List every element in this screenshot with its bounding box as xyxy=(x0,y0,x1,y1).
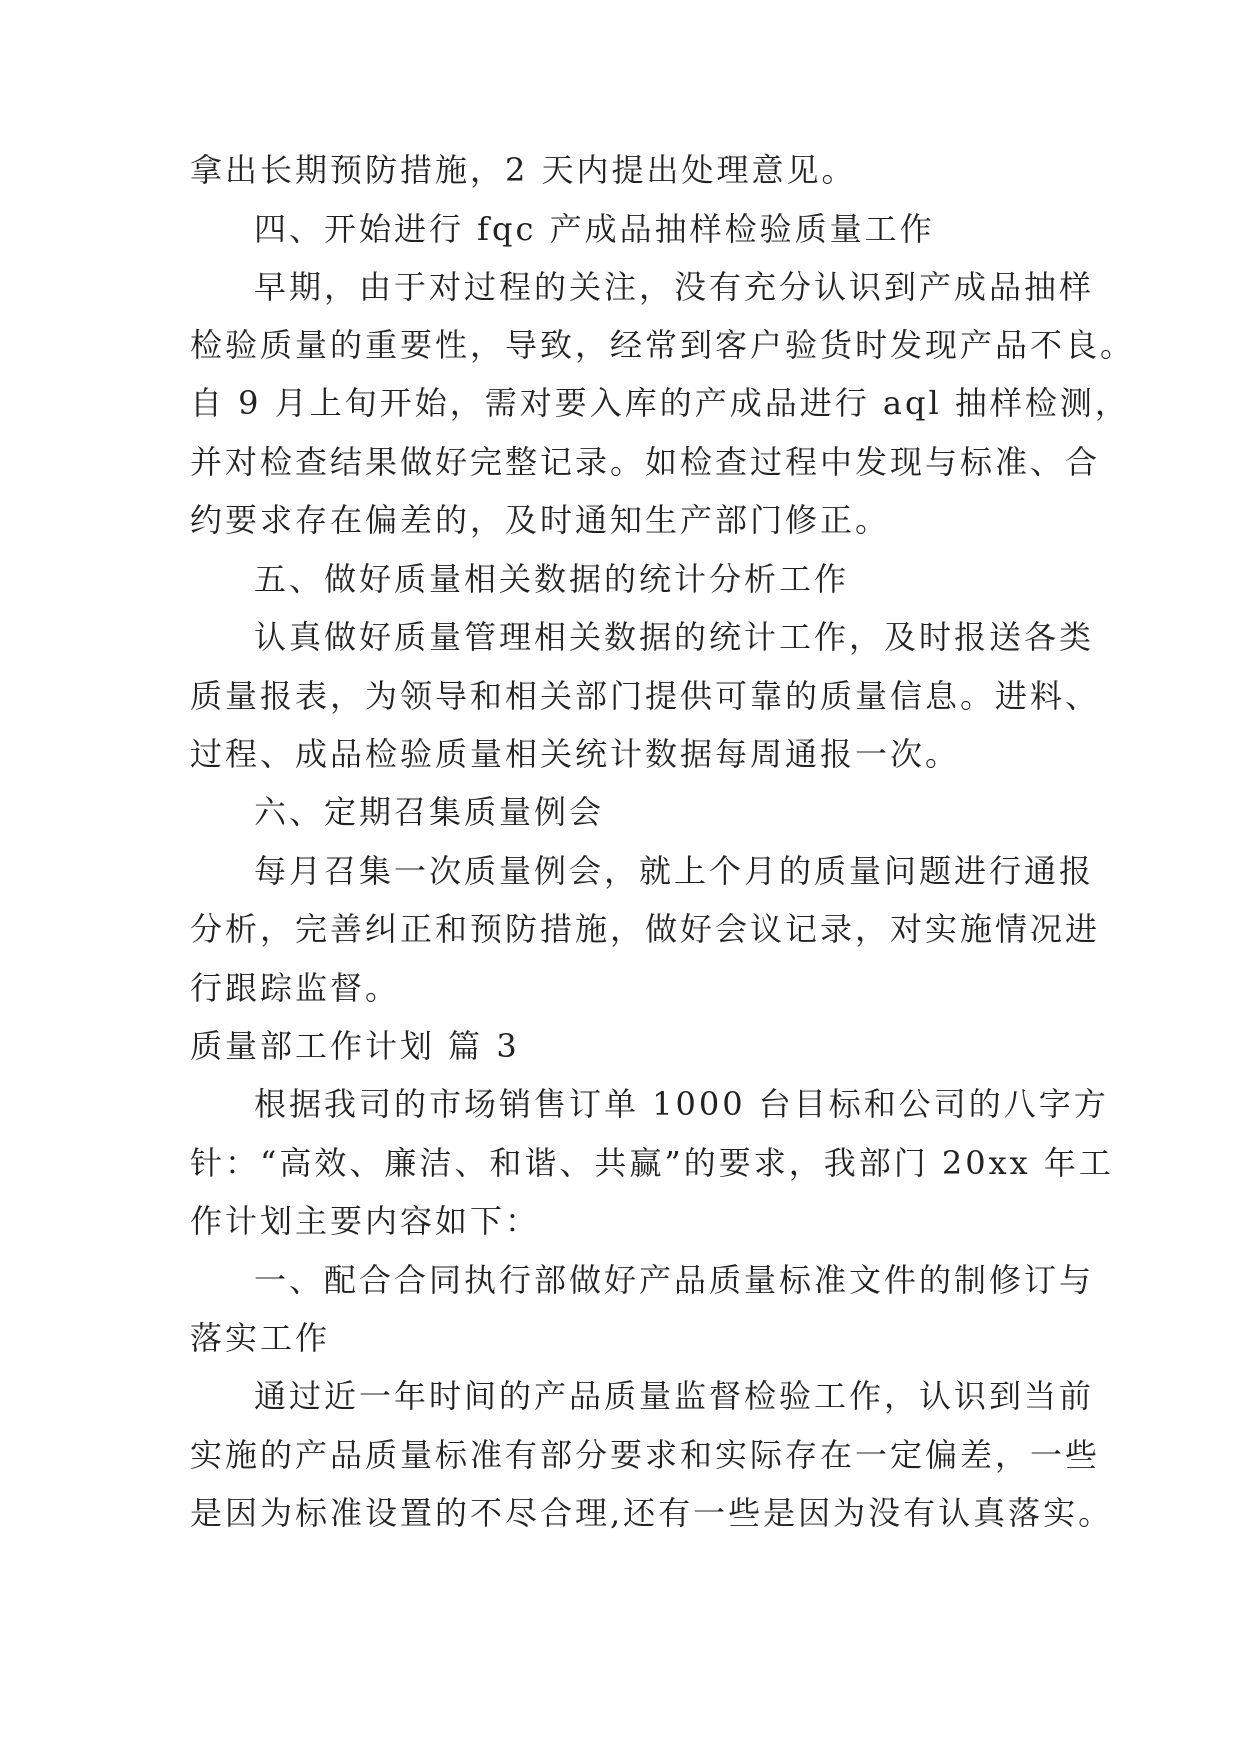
text-line: 行跟踪监督。 xyxy=(190,969,401,1007)
section-heading: 四、开始进行 fqc 产成品抽样检验质量工作 xyxy=(254,210,935,248)
text-line: 是因为标准设置的不尽合理,还有一些是因为没有认真落实。 xyxy=(190,1494,1114,1532)
text-line: 过程、成品检验质量相关统计数据每周通报一次。 xyxy=(190,735,961,773)
paragraph-first-line: 根据我司的市场销售订单 1000 台目标和公司的八字方 xyxy=(254,1085,1109,1123)
text-line: 作计划主要内容如下： xyxy=(190,1202,541,1240)
text-line: 落实工作 xyxy=(190,1319,331,1357)
section-heading: 五、做好质量相关数据的统计分析工作 xyxy=(254,560,850,598)
paragraph-first-line: 每月召集一次质量例会，就上个月的质量问题进行通报 xyxy=(254,852,1095,890)
text-line: 实施的产品质量标准有部分要求和实际存在一定偏差，一些 xyxy=(190,1436,1101,1474)
paragraph-first-line: 通过近一年时间的产品质量监督检验工作，认识到当前 xyxy=(254,1377,1095,1415)
text-line: 并对检查结果做好完整记录。如检查过程中发现与标准、合 xyxy=(190,443,1101,481)
section-heading: 六、定期召集质量例会 xyxy=(254,793,605,831)
paragraph-first-line: 认真做好质量管理相关数据的统计工作，及时报送各类 xyxy=(254,618,1095,656)
text-line: 质量报表，为领导和相关部门提供可靠的质量信息。进料、 xyxy=(190,677,1101,715)
article-title: 质量部工作计划 篇 3 xyxy=(190,1027,520,1065)
section-heading: 一、配合合同执行部做好产品质量标准文件的制修订与 xyxy=(254,1261,1095,1299)
text-line: 检验质量的重要性，导致，经常到客户验货时发现产品不良。 xyxy=(190,326,1136,364)
text-line: 针：“高效、廉洁、和谐、共赢”的要求，我部门 20xx 年工 xyxy=(190,1144,1114,1182)
text-line: 拿出长期预防措施，2 天内提出处理意见。 xyxy=(190,151,857,189)
text-line: 自 9 月上旬开始，需对要入库的产成品进行 aql 抽样检测， xyxy=(190,384,1130,422)
text-line: 分析，完善纠正和预防措施，做好会议记录，对实施情况进 xyxy=(190,910,1101,948)
text-line: 约要求存在偏差的，及时通知生产部门修正。 xyxy=(190,501,891,539)
paragraph-first-line: 早期，由于对过程的关注，没有充分认识到产成品抽样 xyxy=(254,268,1095,306)
